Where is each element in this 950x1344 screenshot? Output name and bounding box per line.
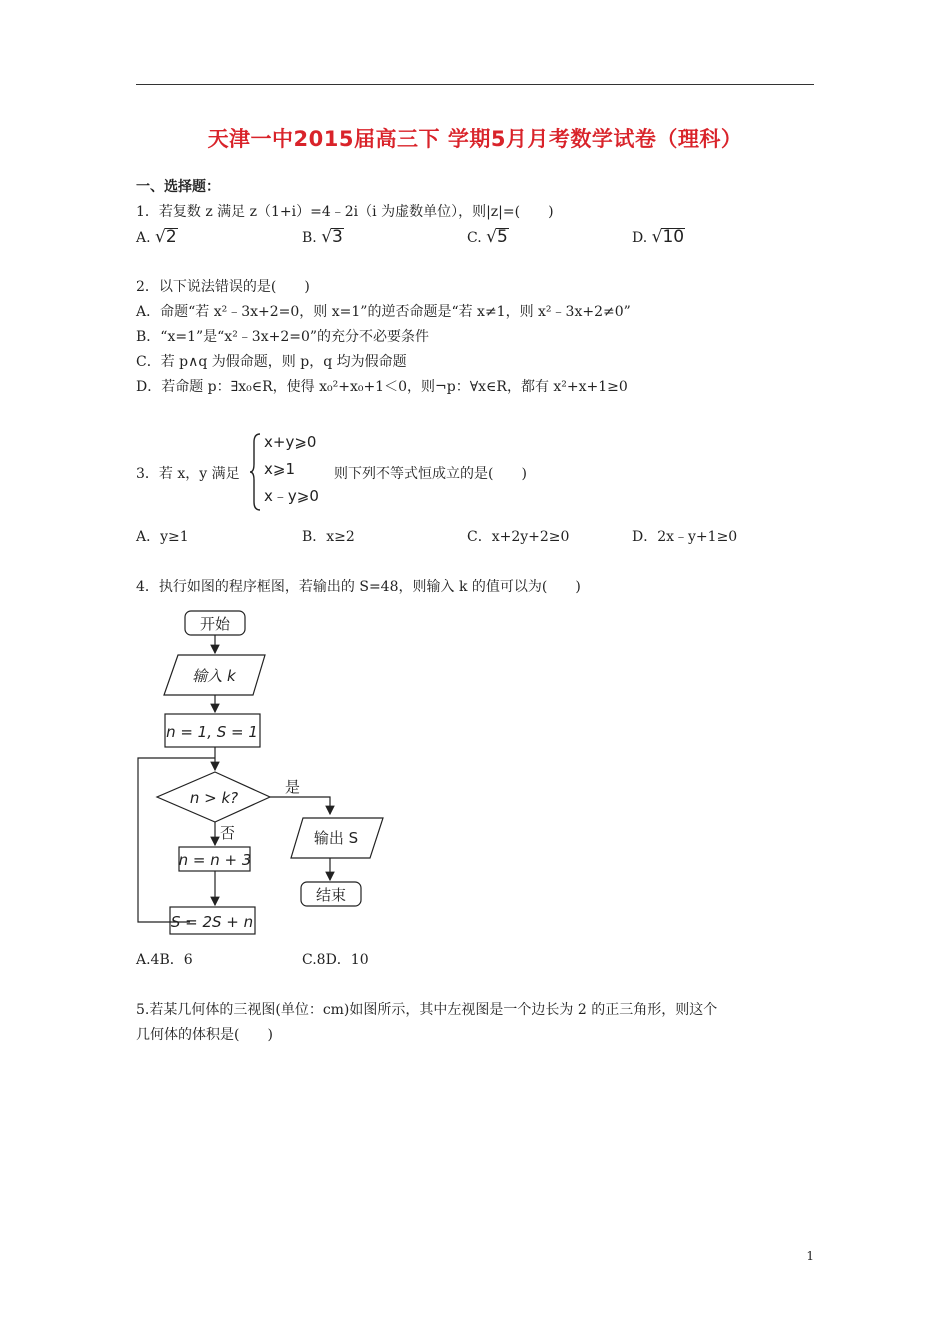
flow-update-s-label: S = 2S + n xyxy=(170,913,254,931)
q3-option-a: A．y≥1 xyxy=(136,529,189,545)
q1-option-c xyxy=(467,228,509,247)
q2-option-d: D．若命题 p：∃x₀∈R，使得 x₀²+x₀+1＜0，则¬p：∀x∈R，都有 x²+x+1≥0 xyxy=(136,379,628,395)
q3-stem-post: 则下列不等式恒成立的是( ) xyxy=(334,466,527,482)
flow-start-label: 开始 xyxy=(199,615,231,633)
sqrt-symbol: √ xyxy=(651,227,663,247)
q1-d-radicand: 10 xyxy=(662,227,685,247)
q3-constraint-3: x﹣y⩾0 xyxy=(264,487,319,505)
q1-c-radicand: 5 xyxy=(496,227,508,247)
q5-stem-line1: 5.若某几何体的三视图(单位：cm)如图所示，其中左视图是一个边长为 2 的正三角形，则这个 xyxy=(136,1002,718,1018)
q1-stem: 1．若复数 z 满足 z（1+i）=4﹣2i（i 为虚数单位），则|z|=( ) xyxy=(136,204,554,220)
q1-option-b xyxy=(302,228,344,247)
flow-init-label: n = 1, S = 1 xyxy=(166,723,258,741)
flow-end-label: 结束 xyxy=(315,886,347,904)
flow-update-n-label: n = n + 3 xyxy=(178,851,252,869)
q2-option-c: C．若 p∧q 为假命题，则 p，q 均为假命题 xyxy=(136,354,407,370)
q3-option-c: C．x+2y+2≥0 xyxy=(467,529,570,545)
q3-stem-pre: 3．若 x，y 满足 xyxy=(136,466,240,482)
q1-c-label: C. xyxy=(467,230,482,246)
q5-stem-line2: 几何体的体积是( ) xyxy=(136,1027,273,1043)
left-brace xyxy=(250,432,262,512)
q4-options-ab: A.4B．6 xyxy=(136,952,193,968)
header-rule xyxy=(136,84,814,85)
q2-option-b: B．“x=1”是“x²﹣3x+2=0”的充分不必要条件 xyxy=(136,329,430,345)
q3-constraint-2: x⩾1 xyxy=(264,460,295,478)
page-number: 1 xyxy=(806,1249,814,1263)
sqrt-symbol: √ xyxy=(155,227,166,247)
section-heading: 一、选择题： xyxy=(136,179,220,195)
flow-loop-line xyxy=(138,758,215,922)
q1-b-radicand: 3 xyxy=(332,227,343,247)
sqrt-symbol: √ xyxy=(486,227,497,247)
flow-no-label: 否 xyxy=(220,824,236,842)
flowchart xyxy=(130,600,400,945)
q3-constraint-1: x+y⩾0 xyxy=(264,433,317,451)
q1-option-d xyxy=(632,228,685,247)
q3-option-d: D．2x﹣y+1≥0 xyxy=(632,529,738,545)
flow-condition-label: n > k? xyxy=(189,789,239,807)
flow-yes-label: 是 xyxy=(285,778,301,796)
q4-stem: 4．执行如图的程序框图，若输出的 S=48，则输入 k 的值可以为( ) xyxy=(136,579,581,595)
sqrt-symbol: √ xyxy=(321,227,333,247)
q2-stem: 2．以下说法错误的是( ) xyxy=(136,279,310,295)
q1-option-a xyxy=(136,228,178,247)
q1-d-label: D. xyxy=(632,230,648,246)
flow-output-label: 输出 S xyxy=(313,829,359,847)
page-title: 天津一中2015届高三下 学期5月月考数学试卷（理科） xyxy=(207,127,743,151)
flow-arrow-yes xyxy=(270,797,330,814)
q2-option-a: A．命题“若 x²﹣3x+2=0，则 x=1”的逆否命题是“若 x≠1，则 x²﹣3x+2≠0” xyxy=(136,304,631,320)
q4-options-cd: C.8D．10 xyxy=(302,952,369,968)
q1-b-label: B. xyxy=(302,230,317,246)
q1-a-label: A. xyxy=(136,230,151,246)
q1-a-radicand: 2 xyxy=(165,227,177,247)
flow-input-label: 输入 k xyxy=(192,667,236,685)
q3-option-b: B．x≥2 xyxy=(302,529,355,545)
